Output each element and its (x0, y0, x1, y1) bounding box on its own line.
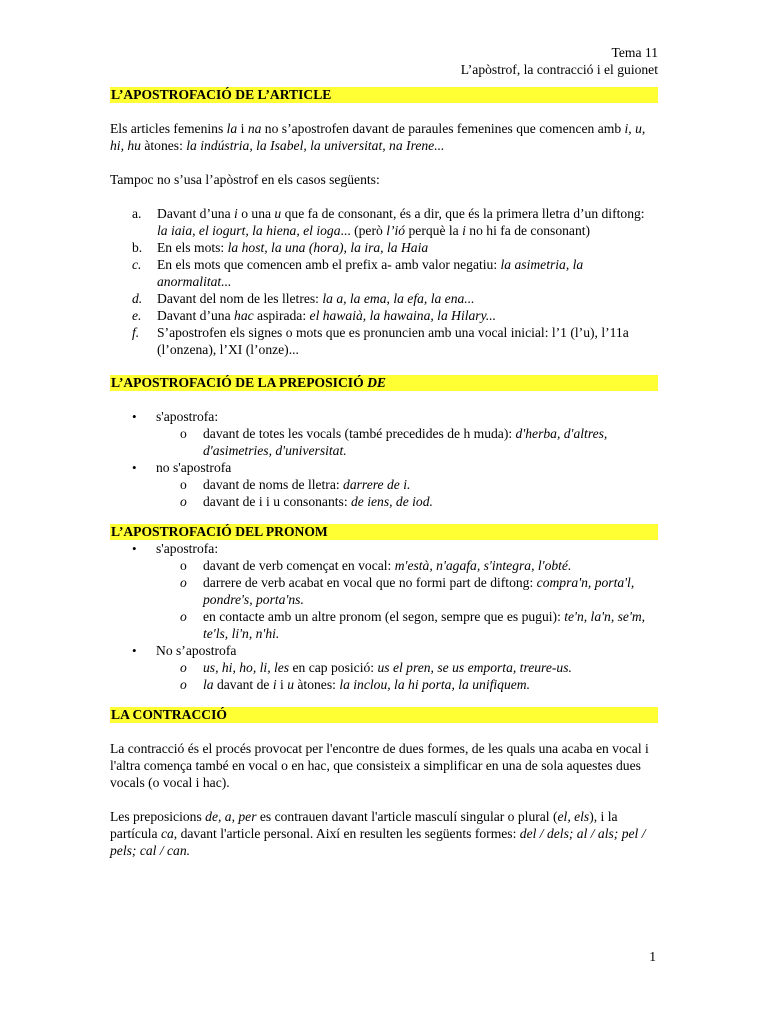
circle-bullet-icon: o (180, 426, 187, 441)
italic-text: i (462, 223, 466, 238)
italic-text: la inclou, la hi porta, la unifiquem. (339, 677, 530, 692)
page-number: 1 (649, 949, 656, 964)
bullet-item (110, 459, 658, 476)
circle-bullet-icon: o (180, 660, 187, 675)
italic-text: d'herba, d'altres, d'asimetries, d'universitat. (203, 426, 608, 458)
italic-text: l’ió (386, 223, 406, 238)
text-run: En els mots que comencen amb el prefix a- amb valor negatiu: (157, 257, 501, 272)
preposition-rules (110, 408, 658, 510)
header-subtitle: L’apòstrof, la contracció i el guionet (460, 62, 658, 77)
text-run: àtones: (140, 138, 187, 153)
circle-bullet-icon: o (180, 677, 187, 692)
italic-text: la indústria, la Isabel, la universitat, na Irene... (186, 138, 445, 153)
text-run: , davant l'article personal. Així en resulten les següents formes: (173, 826, 520, 841)
list-marker: c. (132, 257, 142, 272)
text-run: Tampoc no s’usa l’apòstrof en els casos següents: (110, 172, 380, 187)
italic-text: i (234, 206, 238, 221)
italic-text: de, a, per (205, 809, 257, 824)
text-run: En els mots: (157, 240, 228, 255)
list-marker: d. (132, 291, 143, 306)
circle-bullet-icon: o (180, 494, 187, 509)
text-run: es contrauen davant l'article masculí singular o plural ( (256, 809, 558, 824)
text-run: La contracció és el procés provocat per l'encontre de dues formes, de les quals una acaba en vocal i l'altra comença també en vocal o en hac, que consisteix a simplificar en una de sola aquestes dues vocals (o vocal i hac). (110, 741, 649, 790)
sub-bullet-item (110, 557, 658, 574)
list-item (110, 256, 658, 290)
italic-text: la (226, 121, 238, 136)
italic-text: compra'n, porta'l, pondre's, porta'ns. (203, 575, 635, 607)
text-run: perquè la (405, 223, 463, 238)
italic-text: la asimetria, la anormalitat... (157, 257, 584, 289)
italic-text: u (274, 206, 282, 221)
sub-bullet-item (110, 476, 658, 493)
italic-text: te'n, la'n, se'm, te'ls, li'n, n'hi. (203, 609, 646, 641)
text-run: S’apostrofen els signes o mots que es pronuncien amb una vocal inicial: l’1 (l’u), l’11a (l’onzena), l’XI (l’onze)... (157, 325, 629, 357)
circle-bullet-icon: o (180, 575, 187, 590)
text-run: davant de i i u consonants: (203, 494, 351, 509)
list-item (110, 239, 658, 256)
text-run: ), i la partícula (110, 809, 618, 841)
list-marker: e. (132, 308, 142, 323)
paragraph-contraction-definition (110, 740, 658, 791)
italic-text: na (247, 121, 262, 136)
sub-bullet-item (110, 493, 658, 510)
section-heading-article: L’APOSTROFACIÓ DE L’ARTICLE (110, 87, 658, 103)
text-run: davant de verb començat en vocal: (203, 558, 395, 573)
text-run: no hi fa de consonant) (465, 223, 591, 238)
bullet-label: s'apostrofa: (156, 409, 219, 424)
text-run: davant de totes les vocals (també precedides de h muda): (203, 426, 516, 441)
section-heading-preposition (110, 375, 658, 391)
text-run: ... (però (340, 223, 387, 238)
italic-text: darrere de i. (343, 477, 411, 492)
paragraph-exceptions-intro (110, 171, 658, 188)
sub-bullet-item (110, 608, 658, 642)
italic-text: el, els (557, 809, 590, 824)
bullet-icon: • (132, 409, 137, 424)
text-run: en contacte amb un altre pronom (el segon, sempre que es pugui): (203, 609, 565, 624)
italic-text: u (287, 677, 294, 692)
bullet-label: No s’apostrofa (156, 643, 237, 658)
italic-text: del / dels; al / als; pel / pels; cal / can. (110, 826, 646, 858)
section-heading-pronoun: L’APOSTROFACIÓ DEL PRONOM (110, 524, 658, 540)
bullet-icon: • (132, 541, 137, 556)
text-run: en cap posició: (289, 660, 378, 675)
italic-text: de iens, de iod. (351, 494, 433, 509)
paragraph-feminine-articles (110, 120, 658, 154)
text-run: no s’apostrofen davant de paraules femenines que comencen amb (261, 121, 625, 136)
bullet-item (110, 540, 658, 557)
text-run: darrere de verb acabat en vocal que no formi part de diftong: (203, 575, 537, 590)
italic-text: i, u, hi, hu (110, 121, 646, 153)
list-item (110, 307, 658, 324)
text-run: o una (237, 206, 275, 221)
text-run: Els articles femenins (110, 121, 227, 136)
paragraph-contraction-forms (110, 808, 658, 859)
sub-bullet-item (110, 676, 658, 693)
text-run: aspirada: (253, 308, 310, 323)
italic-text: m'està, n'agafa, s'integra, l'obté. (394, 558, 572, 573)
pronoun-rules (110, 540, 658, 693)
bullet-label: no s'apostrofa (156, 460, 232, 475)
circle-bullet-icon: o (180, 558, 187, 573)
text-run: Les preposicions (110, 809, 206, 824)
list-marker: f. (132, 325, 140, 340)
list-item (110, 324, 658, 358)
text-run: Davant d’una (157, 308, 235, 323)
circle-bullet-icon: o (180, 477, 187, 492)
text-run: davant de (213, 677, 273, 692)
text-run: Davant d’una (157, 206, 235, 221)
bullet-label: s'apostrofa: (156, 541, 219, 556)
header-topic: Tema 11 (611, 45, 658, 60)
italic-text: i (272, 677, 277, 692)
italic-text: ca (160, 826, 174, 841)
exceptions-list (110, 205, 658, 358)
text-run: àtones: (294, 677, 340, 692)
italic-text: us el pren, se us emporta, treure-us. (377, 660, 572, 675)
bullet-item (110, 642, 658, 659)
bullet-icon: • (132, 643, 137, 658)
circle-bullet-icon: o (180, 609, 187, 624)
text-run: que fa de consonant, és a dir, que és la primera lletra d’un diftong: (281, 206, 645, 221)
italic-text: la a, la ema, la efa, la ena... (322, 291, 475, 306)
sub-bullet-item (110, 425, 658, 459)
italic-text: us, hi, ho, li, les (203, 660, 290, 675)
list-item (110, 290, 658, 307)
list-marker: a. (132, 206, 142, 221)
italic-text: la (203, 677, 214, 692)
bullet-icon: • (132, 460, 137, 475)
text-run: Davant del nom de les lletres: (157, 291, 323, 306)
text-run: i (237, 121, 248, 136)
italic-text: DE (367, 375, 386, 390)
list-marker: b. (132, 240, 143, 255)
bullet-item (110, 408, 658, 425)
text-run: L’APOSTROFACIÓ DE LA PREPOSICIÓ (111, 375, 368, 390)
italic-text: el hawaià, la hawaina, la Hilary... (309, 308, 497, 323)
page-header (461, 44, 658, 78)
italic-text: la iaia, el iogurt, la hiena, el ioga (157, 223, 341, 238)
list-item (110, 205, 658, 239)
section-heading-contraction: LA CONTRACCIÓ (110, 707, 658, 723)
text-run: davant de noms de lletra: (203, 477, 344, 492)
document-body (110, 87, 658, 859)
sub-bullet-item (110, 659, 658, 676)
sub-bullet-item (110, 574, 658, 608)
italic-text: la host, la una (hora), la ira, la Haia (227, 240, 429, 255)
text-run: i (276, 677, 288, 692)
italic-text: hac (234, 308, 254, 323)
